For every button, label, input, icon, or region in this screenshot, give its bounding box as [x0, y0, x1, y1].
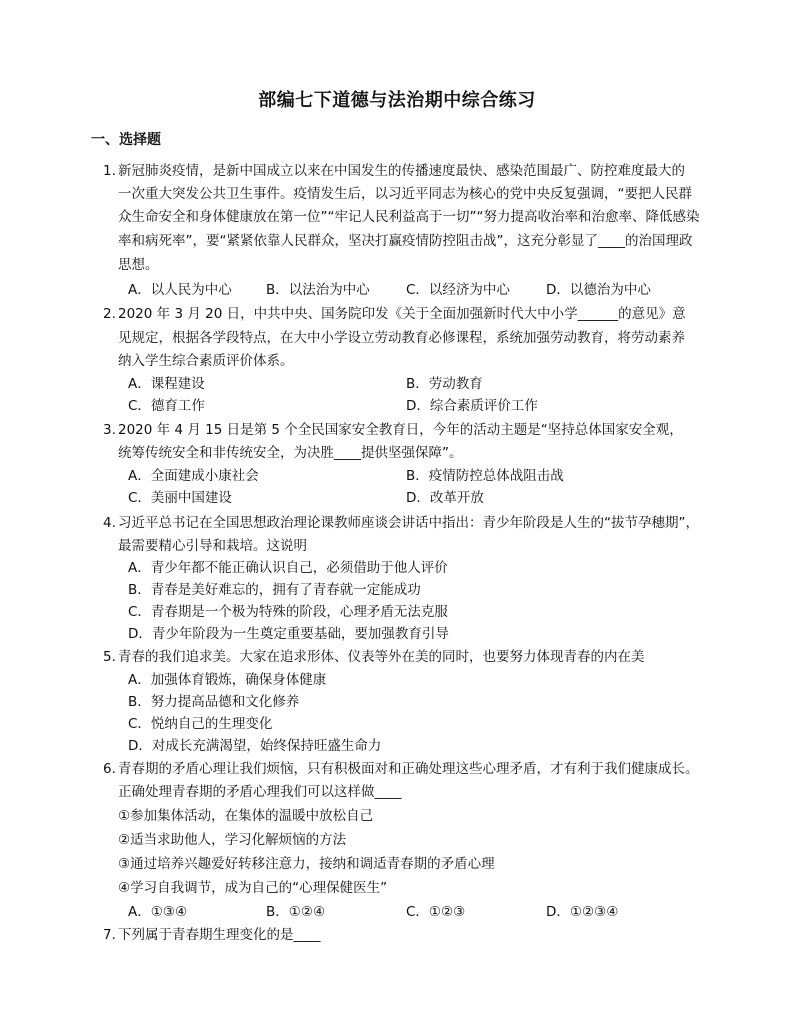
option-c[interactable]: C．青春期是一个极为特殊的阶段，心理矛盾无法克服	[128, 604, 448, 620]
question-number: 6.	[103, 761, 116, 777]
option-a[interactable]: A．加强体育锻炼，确保身体健康	[128, 672, 327, 688]
option-d[interactable]: D．对成长充满渴望，始终保持旺盛生命力	[128, 738, 382, 754]
option-d[interactable]: D．改革开放	[406, 490, 484, 506]
question-text-line: 思想。	[118, 257, 159, 273]
page-title: 部编七下道德与法治期中综合练习	[258, 90, 536, 111]
question-number: 2.	[103, 306, 116, 322]
option-b[interactable]: B．青春是美好难忘的，拥有了青春就一定能成功	[128, 582, 421, 598]
option-c[interactable]: C．以经济为中心	[406, 282, 510, 298]
question-text-line: 最需要精心引导和栽培。这说明	[118, 538, 307, 554]
option-a[interactable]: A．以人民为中心	[128, 282, 232, 298]
option-c[interactable]: C．①②③	[406, 904, 466, 920]
option-a[interactable]: A．青少年都不能正确认识自己，必须借助于他人评价	[128, 560, 448, 576]
statement-item: ④学习自我调节，成为自己的“心理保健医生”	[118, 880, 388, 896]
option-b[interactable]: B．疫情防控总体战阻击战	[406, 468, 564, 484]
option-d[interactable]: D．综合素质评价工作	[406, 398, 538, 414]
option-c[interactable]: C．德育工作	[128, 398, 205, 414]
question-text-line: 习近平总书记在全国思想政治理论课教师座谈会讲话中指出：青少年阶段是人生的“拔节孕穗期”，	[118, 515, 699, 531]
option-b[interactable]: B．以法治为中心	[266, 282, 370, 298]
question-number: 4.	[103, 515, 116, 531]
question-number: 3.	[103, 422, 116, 438]
question-text-line: 率和病死率”，要“紧紧依靠人民群众，坚决打赢疫情防控阻击战”，这充分彰显了____的治国理政	[118, 233, 693, 249]
question-text-line: 2020 年 3 月 20 日，中共中央、国务院印发《关于全面加强新时代大中小学______的意见》意	[118, 306, 686, 322]
question-text-line: 见规定，根据各学段特点，在大中小学设立劳动教育必修课程，系统加强劳动教育，将劳动素养	[118, 330, 685, 346]
option-d[interactable]: D．青少年阶段为一生奠定重要基础，要加强教育引导	[128, 626, 449, 642]
question-text-line: 新冠肺炎疫情，是新中国成立以来在中国发生的传播速度最快、感染范围最广、防控难度最大的	[118, 163, 685, 179]
question-text-line: 青春的我们追求美。大家在追求形体、仪表等外在美的同时，也要努力体现青春的内在美	[118, 649, 645, 665]
question-text-line: 众生命安全和身体健康放在第一位”“牢记人民利益高于一切”“努力提高收治率和治愈率、降低感染	[118, 209, 700, 225]
option-b[interactable]: B．努力提高品德和文化修养	[128, 694, 300, 710]
question-text-line: 2020 年 4 月 15 日是第 5 个全民国家安全教育日，今年的活动主题是“坚持总体国家安全观，	[118, 422, 683, 438]
option-a[interactable]: A．全面建成小康社会	[128, 468, 259, 484]
statement-item: ①参加集体活动，在集体的温暖中放松自己	[118, 808, 374, 824]
question-number: 1.	[103, 163, 116, 179]
statement-item: ②适当求助他人，学习化解烦恼的方法	[118, 832, 347, 848]
question-text-line: 正确处理青春期的矛盾心理我们可以这样做____	[118, 784, 402, 800]
option-a[interactable]: A．课程建设	[128, 376, 205, 392]
option-c[interactable]: C．悦纳自己的生理变化	[128, 716, 273, 732]
question-text-line: 纳入学生综合素质评价体系。	[118, 353, 294, 369]
section-heading: 一、选择题	[91, 132, 161, 148]
question-number: 7.	[103, 927, 116, 943]
statement-item: ③通过培养兴趣爱好转移注意力，接纳和调适青春期的矛盾心理	[118, 856, 495, 872]
option-a[interactable]: A．①③④	[128, 904, 188, 920]
question-text-line: 下列属于青春期生理变化的是____	[118, 927, 321, 943]
question-number: 5.	[103, 649, 116, 665]
option-d[interactable]: D．以德治为中心	[546, 282, 651, 298]
question-text-line: 统筹传统安全和非传统安全，为决胜____提供坚强保障”。	[118, 445, 463, 461]
question-text-line: 青春期的矛盾心理让我们烦恼，只有积极面对和正确处理这些心理矛盾，才有利于我们健康成长。	[118, 761, 699, 777]
option-b[interactable]: B．①②④	[266, 904, 326, 920]
question-text-line: 一次重大突发公共卫生事件。疫情发生后，以习近平同志为核心的党中央反复强调，“要把人民群	[118, 186, 692, 202]
option-b[interactable]: B．劳动教育	[406, 376, 483, 392]
option-d[interactable]: D．①②③④	[546, 904, 619, 920]
option-c[interactable]: C．美丽中国建设	[128, 490, 232, 506]
